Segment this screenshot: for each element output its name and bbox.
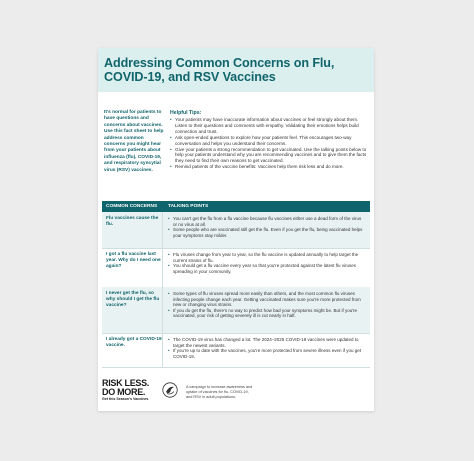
table-row xyxy=(102,333,370,368)
concern-text: I never get the flu, so why should I get the flu vaccine? xyxy=(106,291,160,308)
talking-point: • You can't get the flu from a flu vaccine because flu vaccines either use a dead form of the virus or no virus at all. xyxy=(168,216,366,227)
table-row xyxy=(102,248,370,288)
talking-point: • Flu viruses change from year to year, so the flu vaccine is updated annually to help target the current strains of flu. xyxy=(168,252,366,263)
talking-point: • The COVID-19 virus has changed a lot. The 2024–2025 COVID-19 vaccines were updated to target the newest variants. xyxy=(168,337,366,348)
column-header-talking-points: TALKING POINTS xyxy=(168,204,209,209)
tip-item: • Give your patients a strong recommendation to get vaccinated. Use the talking points below to help your patients understand why you are recommending vaccines and to give them the facts they need to find their own reasons to get vaccinated. xyxy=(170,147,368,165)
talking-point: • If you're up to date with the vaccines, you're more protected from severe illness even if you get COVID-19. xyxy=(168,348,366,359)
table-header xyxy=(102,201,370,212)
tip-item: • Your patients may have inaccurate information about vaccines or feel strongly about them. Listen to their questions and comments with empathy. Validating their emotions helps build connection and trust. xyxy=(170,117,368,135)
concern-text: I already got a COVID-19 vaccine. xyxy=(106,337,162,348)
tip-item: • Remind patients of the vaccine benefits: Vaccines help them risk less and do more. xyxy=(170,164,368,170)
concern-text: I got a flu vaccine last year. Why do I need one again? xyxy=(106,252,161,269)
talking-points xyxy=(168,216,366,238)
tips-list xyxy=(170,117,368,170)
talking-points xyxy=(168,291,366,319)
talking-point: • Some types of flu viruses spread more easily than others, and the most common flu viruses infecting people change each year. Getting vaccinated makes sure you're more protected from new or changing virus strains. xyxy=(168,291,366,308)
hhs-eagle-icon xyxy=(162,382,178,398)
talking-point: • Some people who are vaccinated still get the flu. Even if you get the flu, being vaccinated helps your symptoms stay milder. xyxy=(168,227,366,238)
tips-heading: Helpful Tips: xyxy=(170,110,202,116)
talking-points xyxy=(168,252,366,274)
column-divider xyxy=(162,212,163,367)
concern-text: Flu vaccines cause the flu. xyxy=(106,216,159,227)
talking-point: • You should get a flu vaccine every year so that you're protected against the latest flu viruses spreading in your community. xyxy=(168,263,366,274)
fact-sheet xyxy=(98,48,374,411)
tip-item: • Ask open-ended questions to explore how your patients feel. This encourages two-way conversation and helps you understand their concerns. xyxy=(170,135,368,147)
talking-points xyxy=(168,337,366,359)
table-row xyxy=(102,212,370,249)
campaign-logo xyxy=(102,379,158,402)
table-row xyxy=(102,287,370,334)
logo-tagline: Get this Season's Vaccines xyxy=(102,397,149,401)
logo-line-1: RISK LESS. xyxy=(102,378,150,388)
page-title: Addressing Common Concerns on Flu, COVID-19, and RSV Vaccines xyxy=(104,56,335,84)
talking-point: • If you do get the flu, there's no way to predict how bad your symptoms might be. But if you're vaccinated, your risk of getting severely ill is cut nearly in half. xyxy=(168,308,366,319)
footer xyxy=(98,373,374,411)
column-header-concerns: COMMON CONCERNS xyxy=(106,204,158,209)
campaign-description: A campaign to increase awareness and uptake of vaccines for flu, COVID-19, and RSV in adult populations. xyxy=(186,385,253,399)
intro-text: It's normal for patients to have questions and concerns about vaccines. Use this fact sheet to help address common concerns you might hear from your patients about influenza (flu), COVID-19, and respiratory syncytial virus (RSV) vaccines. xyxy=(104,110,164,173)
title-banner xyxy=(98,48,374,92)
logo-line-2: DO MORE. xyxy=(102,387,146,397)
concerns-table xyxy=(102,201,370,367)
